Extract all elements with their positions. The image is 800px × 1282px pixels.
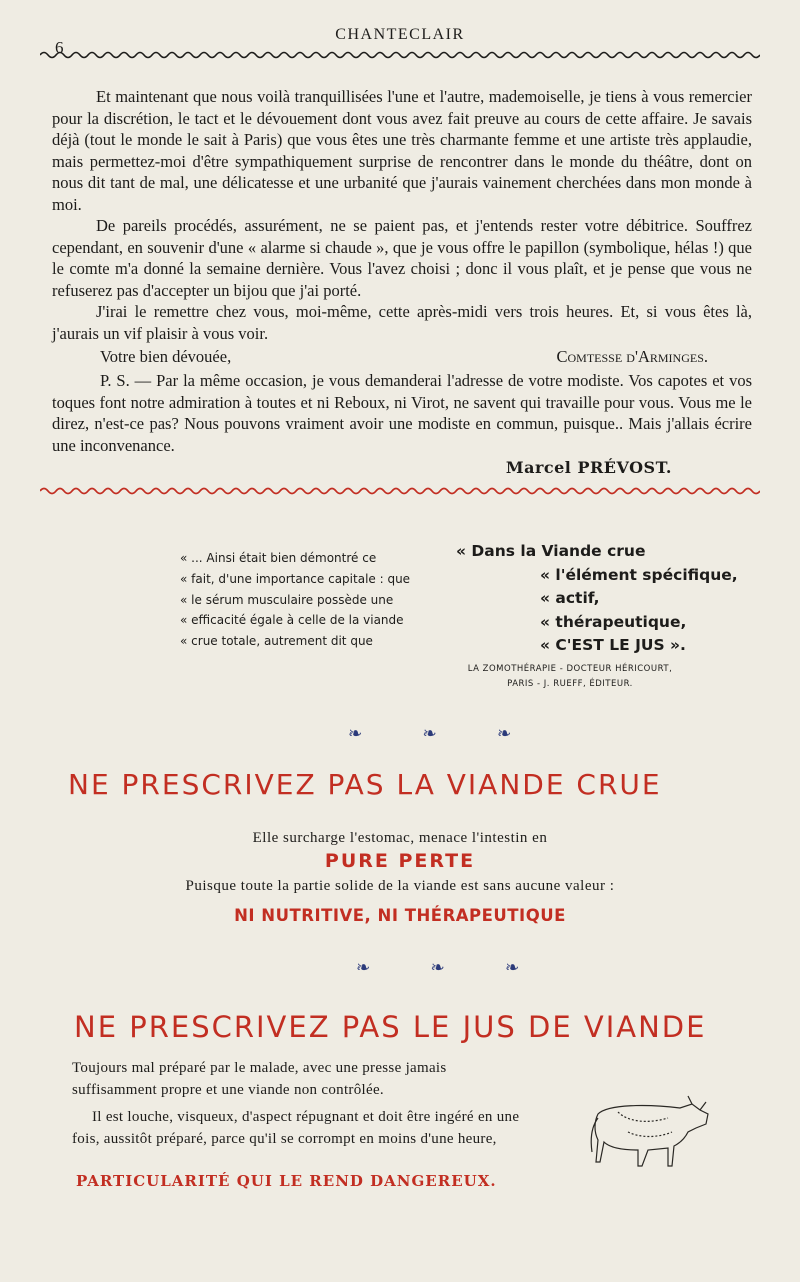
quote-right <box>456 540 786 658</box>
citation-line: PARIS - J. RUEFF, ÉDITEUR. <box>507 679 633 689</box>
letter-body <box>52 86 752 368</box>
juice-paragraph: Il est louche, visqueux, d'aspect répugnant et doit être ingéré en une fois, aussitôt préparé, parce qu'il se corrompt en moins d'une heure, <box>72 1109 520 1147</box>
section-rule <box>40 484 760 498</box>
letter-closing: Votre bien dévouée, <box>100 347 232 366</box>
juice-description <box>72 1058 532 1156</box>
quote-line: « thérapeutique, <box>540 612 687 631</box>
quote-line: « le sérum musculaire possède une <box>180 592 394 607</box>
letter-paragraph: J'irai le remettre chez vous, moi-même, cette après-midi vers trois heures. Et, si vous êtes là, j'aurais un vif plaisir à vous voir. <box>52 302 752 343</box>
quote-line: « fait, d'une importance capitale : que <box>180 571 411 586</box>
author-signature: Marcel PRÉVOST. <box>505 458 672 477</box>
letter-paragraph: Et maintenant que nous voilà tranquillisées l'une et l'autre, mademoiselle, je tiens à vous remercier pour la discrétion, le tact et le dévouement dont vous avez fait preuve au cours de cette affaire. Je savais déjà (tout le monde le sait à Paris) que vous êtes une très charmante femme et une artiste très applaudie, mais permettez-moi d'être sympathiquement surprise de rencontrer dans le monde du théâtre, dont on nous dit tant de mal, une délicatesse et une urbanité que j'aurais vainement cherchées dans mon monde à moi. <box>52 87 752 214</box>
emphasis-pure-loss: PURE PERTE <box>324 850 476 872</box>
quote-line: « ... Ainsi était bien démontré ce <box>180 551 377 565</box>
danger-warning: PARTICULARITÉ QUI LE REND DANGEREUX. <box>76 1172 497 1190</box>
fleuron-ornament: ❧ ❧ ❧ <box>356 958 548 977</box>
quote-line: « crue totale, autrement dit que <box>180 634 373 649</box>
cow-illustration <box>588 1092 712 1172</box>
running-head: CHANTECLAIR <box>335 26 465 43</box>
postscript: P. S. — Par la même occasion, je vous demanderai l'adresse de votre modiste. Vos capotes et vos toques font notre admiration à toutes et ni Reboux, ni Virot, ne savent qui travaille pour vous. Vous me le direz, n'est-ce pas? Nous pouvons vraiment avoir une modiste en commun, puisque.. Mais j'allais écrire une inconvenance. <box>52 371 752 455</box>
quote-left <box>180 548 442 652</box>
citation <box>440 662 700 692</box>
letter-paragraph: De pareils procédés, assurément, ne se paient pas, et j'entends rester votre débitrice. Souffrez cependant, en souvenir d'une « alarme si chaude », que je vous offre le papillon (symbolique, hélas !) que le comte m'a donné la semaine dernière. Vous l'avez choisi ; donc il vous plaît, et je pense que vous ne refuserez pas d'accepter un bijou que j'ai porté. <box>52 216 752 300</box>
quote-line: « C'EST LE JUS ». <box>540 636 686 654</box>
tagline-stomach: Elle surcharge l'estomac, menace l'intestin en <box>252 830 548 846</box>
headline-raw-meat: NE PRESCRIVEZ PAS LA VIANDE CRUE <box>68 768 662 801</box>
quote-line: « Dans la Viande crue <box>456 542 646 560</box>
emphasis-not-nutritive: NI NUTRITIVE, NI THÉRAPEUTIQUE <box>234 906 566 925</box>
tagline-solid-part: Puisque toute la partie solide de la viande est sans aucune valeur : <box>185 878 615 894</box>
header-rule <box>40 48 760 62</box>
juice-paragraph: Toujours mal préparé par le malade, avec une presse jamais suffisamment propre et une viande non contrôlée. <box>72 1060 447 1098</box>
quote-line: « efficacité égale à celle de la viande <box>180 613 404 628</box>
quote-line: « actif, <box>540 589 600 607</box>
fleuron-ornament: ❧ ❧ ❧ <box>348 724 540 743</box>
headline-meat-juice: NE PRESCRIVEZ PAS LE JUS DE VIANDE <box>74 1010 707 1044</box>
quote-line: « l'élément spécifique, <box>540 565 738 584</box>
page-number: 6 <box>55 38 64 57</box>
letter-signature: Comtesse d'Arminges. <box>556 347 708 366</box>
citation-line: LA ZOMOTHÉRAPIE - DOCTEUR HÉRICOURT, <box>467 664 673 674</box>
